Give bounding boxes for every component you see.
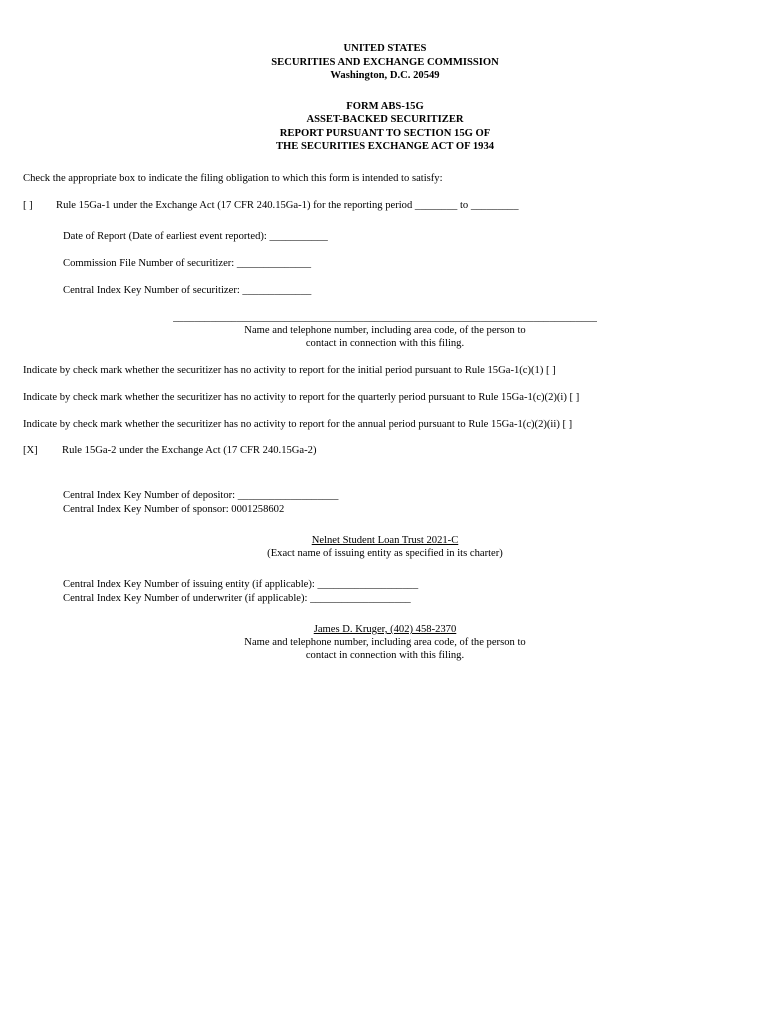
rule-15ga2-text: Rule 15Ga-2 under the Exchange Act (17 CFR 240.15Ga-2) (62, 445, 317, 456)
rule-15ga1-checkbox: [ ] (23, 200, 33, 211)
form-title-line-4: THE SECURITIES EXCHANGE ACT OF 1934 (275, 141, 495, 152)
issuing-entity-name-row (0, 534, 770, 547)
instruction-text: Check the appropriate box to indicate the filing obligation to which this form is intended to satisfy: (23, 173, 443, 184)
commission-file-number: Commission File Number of securitizer: ______________ (63, 258, 312, 269)
contact-2-caption-line-1: Name and telephone number, including area code, of the person to (244, 637, 526, 648)
rule-15ga1-text: Rule 15Ga-1 under the Exchange Act (17 CFR 240.15Ga-1) for the reporting period ________ to _________ (56, 200, 519, 211)
form-title-line-3: REPORT PURSUANT TO SECTION 15G OF (279, 128, 491, 139)
form-title-line-1: FORM ABS-15G (346, 101, 424, 112)
cik-underwriter: Central Index Key Number of underwriter (if applicable): ___________________ (63, 593, 411, 604)
indicate-initial-period: Indicate by check mark whether the securitizer has no activity to report for the initial period pursuant to Rule 15Ga-1(c)(1) [ ] (23, 365, 556, 376)
cik-sponsor: Central Index Key Number of sponsor: 0001258602 (63, 504, 285, 515)
header-line-1: UNITED STATES (343, 43, 427, 54)
contact-caption-line-1: Name and telephone number, including area code, of the person to (244, 325, 526, 336)
date-of-report: Date of Report (Date of earliest event reported): ___________ (63, 231, 328, 242)
indicate-annual-period: Indicate by check mark whether the securitizer has no activity to report for the annual period pursuant to Rule 15Ga-1(c)(2)(ii) [ ] (23, 419, 573, 430)
cik-issuing-entity: Central Index Key Number of issuing entity (if applicable): ___________________ (63, 579, 419, 590)
contact-signature-rule: ________________________________________________________________________________ (173, 312, 597, 323)
rule-15ga2-checkbox: [X] (23, 445, 38, 456)
issuing-entity-caption: (Exact name of issuing entity as specified in its charter) (267, 548, 503, 559)
header-line-3: Washington, D.C. 20549 (330, 70, 440, 81)
header-line-2: SECURITIES AND EXCHANGE COMMISSION (271, 57, 499, 68)
cik-depositor: Central Index Key Number of depositor: ___________________ (63, 490, 339, 501)
indicate-quarterly-period: Indicate by check mark whether the securitizer has no activity to report for the quarterly period pursuant to Rule 15Ga-1(c)(2)(i) [ ] (23, 392, 580, 403)
contact-caption-line-2: contact in connection with this filing. (305, 338, 465, 349)
cik-securitizer: Central Index Key Number of securitizer: _____________ (63, 285, 312, 296)
contact-2-caption-line-2: contact in connection with this filing. (305, 650, 465, 661)
contact-name-phone: James D. Kruger, (402) 458-2370 (313, 624, 457, 635)
contact-name-phone-row (0, 623, 770, 636)
issuing-entity-name: Nelnet Student Loan Trust 2021-C (311, 535, 459, 546)
form-title-line-2: ASSET-BACKED SECURITIZER (306, 114, 464, 125)
